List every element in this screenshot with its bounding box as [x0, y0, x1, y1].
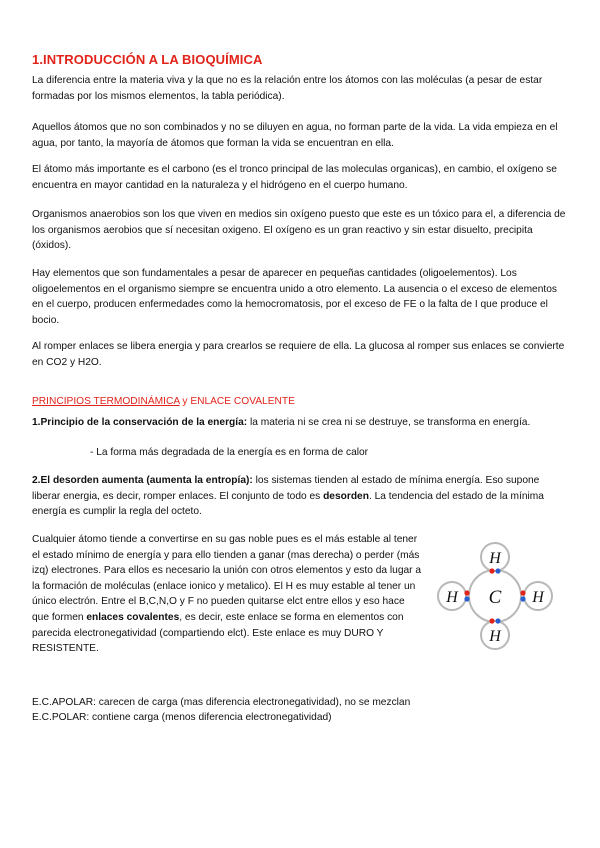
hydrogen-label-left: H [446, 589, 458, 606]
electron-right-blue [520, 596, 525, 601]
ec-apolar: E.C.APOLAR: carecen de carga (mas diferencia electronegatividad), no se mezclan [32, 697, 411, 708]
covalent-text-end: , es decir, este enlace se forma en elementos con parecida electronegatividad (compartiendo elct). Este enlace es muy DURO Y RESISTENTE. [32, 611, 404, 655]
paragraph-oligoelements: Hay elementos que son fundamentales a pesar de aparecer en pequeñas cantidades (oligoelementos). Los oligoelementos en el organismo siempre se encuentra unido a otro elemento. La ausencia o el exceso de elementos en el cuerpo, producen enfermedades como la hemocromatosis, por el exceso de FE o la falta de I que produce el bocio. [32, 268, 557, 326]
electron-bottom-red [489, 618, 494, 623]
hydrogen-label-top: H [489, 550, 501, 567]
carbon-label: C [488, 587, 502, 608]
principle-1 [32, 415, 568, 431]
principle-2 [32, 473, 568, 520]
electron-top-red [489, 568, 494, 573]
paragraph-intro: La diferencia entre la materia viva y la que no es la relación entre los átomos con las moléculas (a pesar de estar formadas por los mismos elementos, la tabla periódica). [32, 75, 543, 102]
principle-1-bullet: - La forma más degradada de la energía es en forma de calor [90, 447, 369, 458]
electron-left-red [464, 590, 469, 595]
covalent-text: Cualquier átomo tiende a convertirse en su gas noble pues es el más estable al tener el estado mínimo de energía y para ello tienden a ganar (mas derecha) o perder (más izq) electrones. Para ellos es necesario la unión con otros elementos y esto da lugar a la formación de moléculas (enlace ionico y metalico). El H es muy estable al tener un único electrón. Entre el B,C,N,O y F no pueden quitarse elct entre ellos y eso hace que formen [32, 534, 422, 623]
ec-polar: E.C.POLAR: contiene carga (menos diferencia electronegatividad) [32, 712, 332, 723]
electron-left-blue [464, 596, 469, 601]
electron-top-blue [495, 568, 500, 573]
page-title: 1.INTRODUCCIÓN A LA BIOQUÍMICA [32, 52, 263, 67]
paragraph-carbon: El átomo más importante es el carbono (es el tronco principal de las moleculas organicas), en cambio, el oxígeno se encuentra en mayor cantidad en la naturaleza y el hidrógeno en el cuerpo humano. [32, 164, 557, 191]
principle-1-text: la materia ni se crea ni se destruye, se transforma en energía. [247, 417, 531, 428]
section-heading-rest: y ENLACE COVALENTE [179, 396, 295, 407]
electron-bottom-blue [495, 618, 500, 623]
principle-2-text-end: . La tendencia del estado de la mínima energía es cumplir la regla del octeto. [32, 490, 544, 518]
hydrogen-label-bottom: H [489, 628, 501, 645]
principle-1-title: 1.Principio de la conservación de la energía: [32, 417, 248, 428]
principle-2-bold-word: desorden [323, 490, 369, 502]
covalent-bold: enlaces covalentes [86, 611, 180, 623]
paragraph-anaerobic: Organismos anaerobios son los que viven en medios sin oxígeno puesto que este es un tóxico para el, a diferencia de los organismos aerobios que sí necesitan oxigeno. El oxígeno es un gran reactivo y sin estar disuelto, precipita (óxidos). [32, 209, 566, 252]
section-heading [32, 396, 295, 407]
hydrogen-label-right: H [532, 589, 544, 606]
principle-2-title: 2.El desorden aumenta (aumenta la entropía): [32, 475, 253, 486]
methane-bond-diagram [436, 540, 558, 652]
section-heading-underlined: PRINCIPIOS TERMODINÁMICA [32, 396, 180, 407]
covalent-paragraph [32, 532, 424, 657]
paragraph-water: Aquellos átomos que no son combinados y no se diluyen en agua, no forman parte de la vida. La vida empieza en el agua, por tanto, la mayoría de átomos que forman la vida se encuentran en ella. [32, 122, 558, 149]
electron-right-red [520, 590, 525, 595]
principle-2-text: los sistemas tienden al estado de mínima energía. Eso supone liberar energia, es decir, romper enlaces. El conjunto de todo es [32, 475, 540, 502]
paragraph-bonds-energy: Al romper enlaces se libera energia y para crearlos se requiere de ella. La glucosa al romper sus enlaces se convierte en CO2 y H2O. [32, 341, 565, 368]
